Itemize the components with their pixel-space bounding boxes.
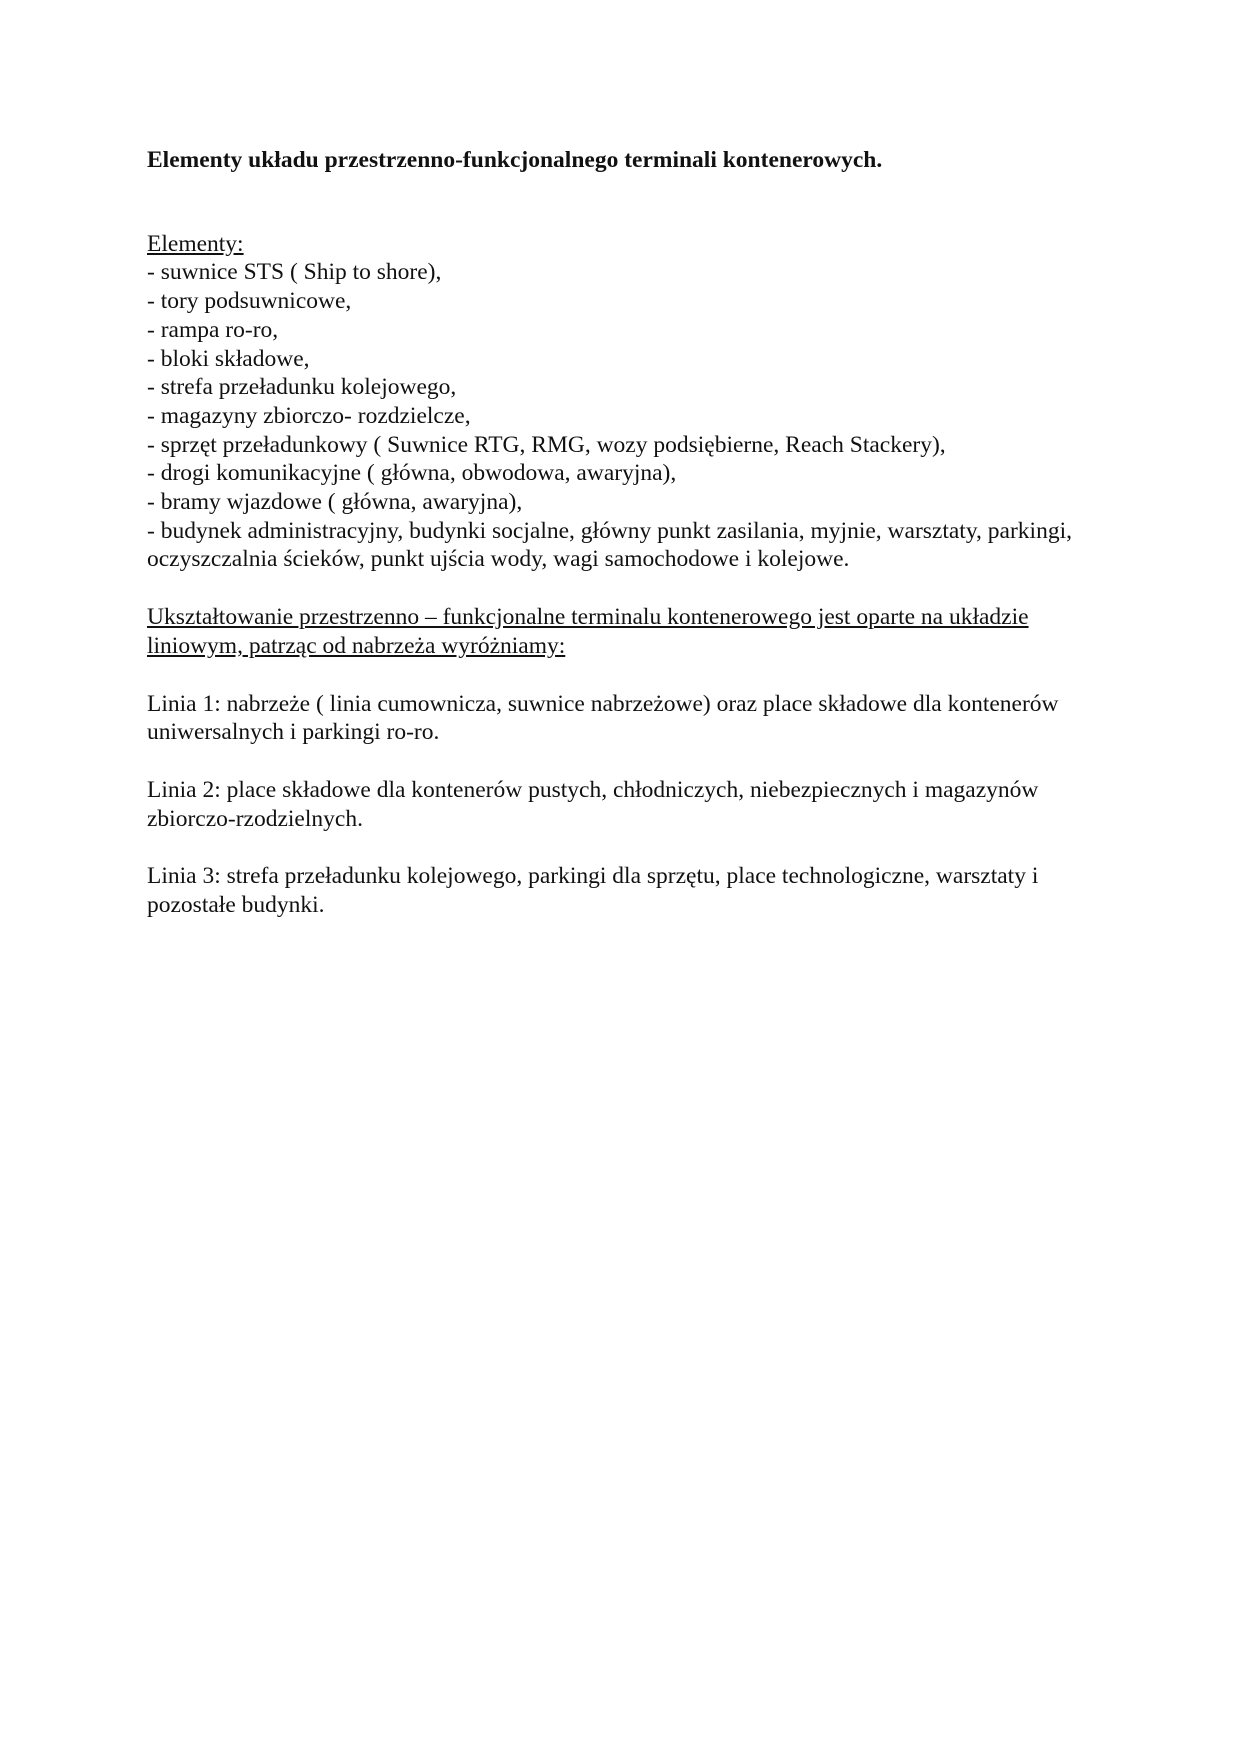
list-item: - strefa przeładunku kolejowego,	[147, 374, 457, 401]
line-3-paragraph: Linia 3: strefa przeładunku kolejowego, parkingi dla sprzętu, place technologiczne, warsztaty i pozostałe budynki.	[147, 863, 1039, 919]
list-item: - sprzęt przeładunkowy ( Suwnice RTG, RMG, wozy podsiębierne, Reach Stackery),	[147, 431, 946, 458]
line-1-paragraph: Linia 1: nabrzeże ( linia cumownicza, suwnice nabrzeżowe) oraz place składowe dla kontenerów uniwersalnych i parkingi ro-ro.	[147, 690, 1059, 746]
list-item: - drogi komunikacyjne ( główna, obwodowa, awaryjna),	[147, 460, 677, 487]
list-item: - suwnice STS ( Ship to shore),	[147, 259, 442, 286]
list-item: - bloki składowe,	[147, 345, 310, 372]
elements-list	[147, 258, 1097, 574]
document-title: Elementy układu przestrzenno-funkcjonalnego terminali kontenerowych.	[147, 147, 883, 173]
list-item: - tory podsuwnicowe,	[147, 288, 352, 315]
document-body	[147, 146, 1097, 920]
list-item: - budynek administracyjny, budynki socjalne, główny punkt zasilania, myjnie, warsztaty, parkingi, oczyszczalnia ścieków, punkt ujścia wody, wagi samochodowe i kolejowe.	[147, 517, 1072, 573]
line-2-paragraph: Linia 2: place składowe dla kontenerów pustych, chłodniczych, niebezpiecznych i magazynów zbiorczo-rzodzielnych.	[147, 776, 1039, 832]
elements-heading: Elementy:	[147, 230, 244, 257]
layout-heading: Ukształtowanie przestrzenno – funkcjonalne terminalu kontenerowego jest oparte na układzie liniowym, patrząc od nabrzeża wyróżniamy:	[147, 604, 1029, 659]
list-item: - magazyny zbiorczo- rozdzielcze,	[147, 402, 471, 429]
list-item: - bramy wjazdowe ( główna, awaryjna),	[147, 489, 523, 516]
list-item: - rampa ro-ro,	[147, 316, 279, 343]
